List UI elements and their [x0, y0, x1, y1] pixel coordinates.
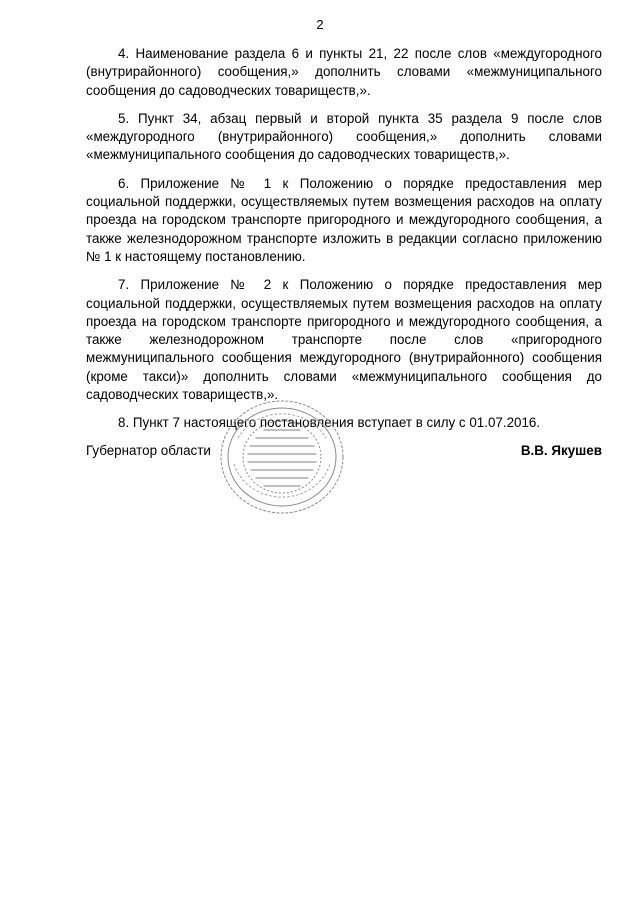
paragraph-6: 6. Приложение № 1 к Положению о порядке предоставления мер социальной поддержки, осуществляемых путем возмещения расходов на оплату проезда на городском транспорте пригородного и междугородного сообщения, а также железнодорожном транспорте изложить в редакции согласно приложению № 1 к настоящему постановлению.: [86, 175, 602, 264]
paragraph-5: 5. Пункт 34, абзац первый и второй пункта 35 раздела 9 после слов «междугородного (внутрирайонного) сообщения,» дополнить словами «межмуниципального сообщения до садоводческих товариществ,».: [86, 110, 602, 163]
document-body: [86, 45, 602, 443]
paragraph-7: 7. Приложение № 2 к Положению о порядке предоставления мер социальной поддержки, осуществляемых путем возмещения расходов на оплату проезда на городском транспорте пригородного и междугородного сообщения, а также железнодорожном транспорте после слов «пригородного межмуниципального сообщения междугородного (внутрирайонного) сообщения (кроме такси)» дополнить словами «межмуниципального сообщения до садоводческих товариществ,».: [86, 277, 602, 403]
signature-block: [86, 442, 602, 462]
signatory-position: Губернатор области: [86, 443, 211, 458]
paragraph-4: 4. Наименование раздела 6 и пункты 21, 22 после слов «междугородного (внутрирайонного) сообщения,» дополнить словами «межмуниципального сообщения до садоводческих товариществ,».: [86, 46, 602, 98]
paragraph-8: 8. Пункт 7 настоящего постановления вступает в силу с 01.07.2016.: [118, 415, 541, 431]
signatory-name: В.В. Якушев: [520, 443, 602, 458]
page-number: 2: [316, 17, 324, 32]
